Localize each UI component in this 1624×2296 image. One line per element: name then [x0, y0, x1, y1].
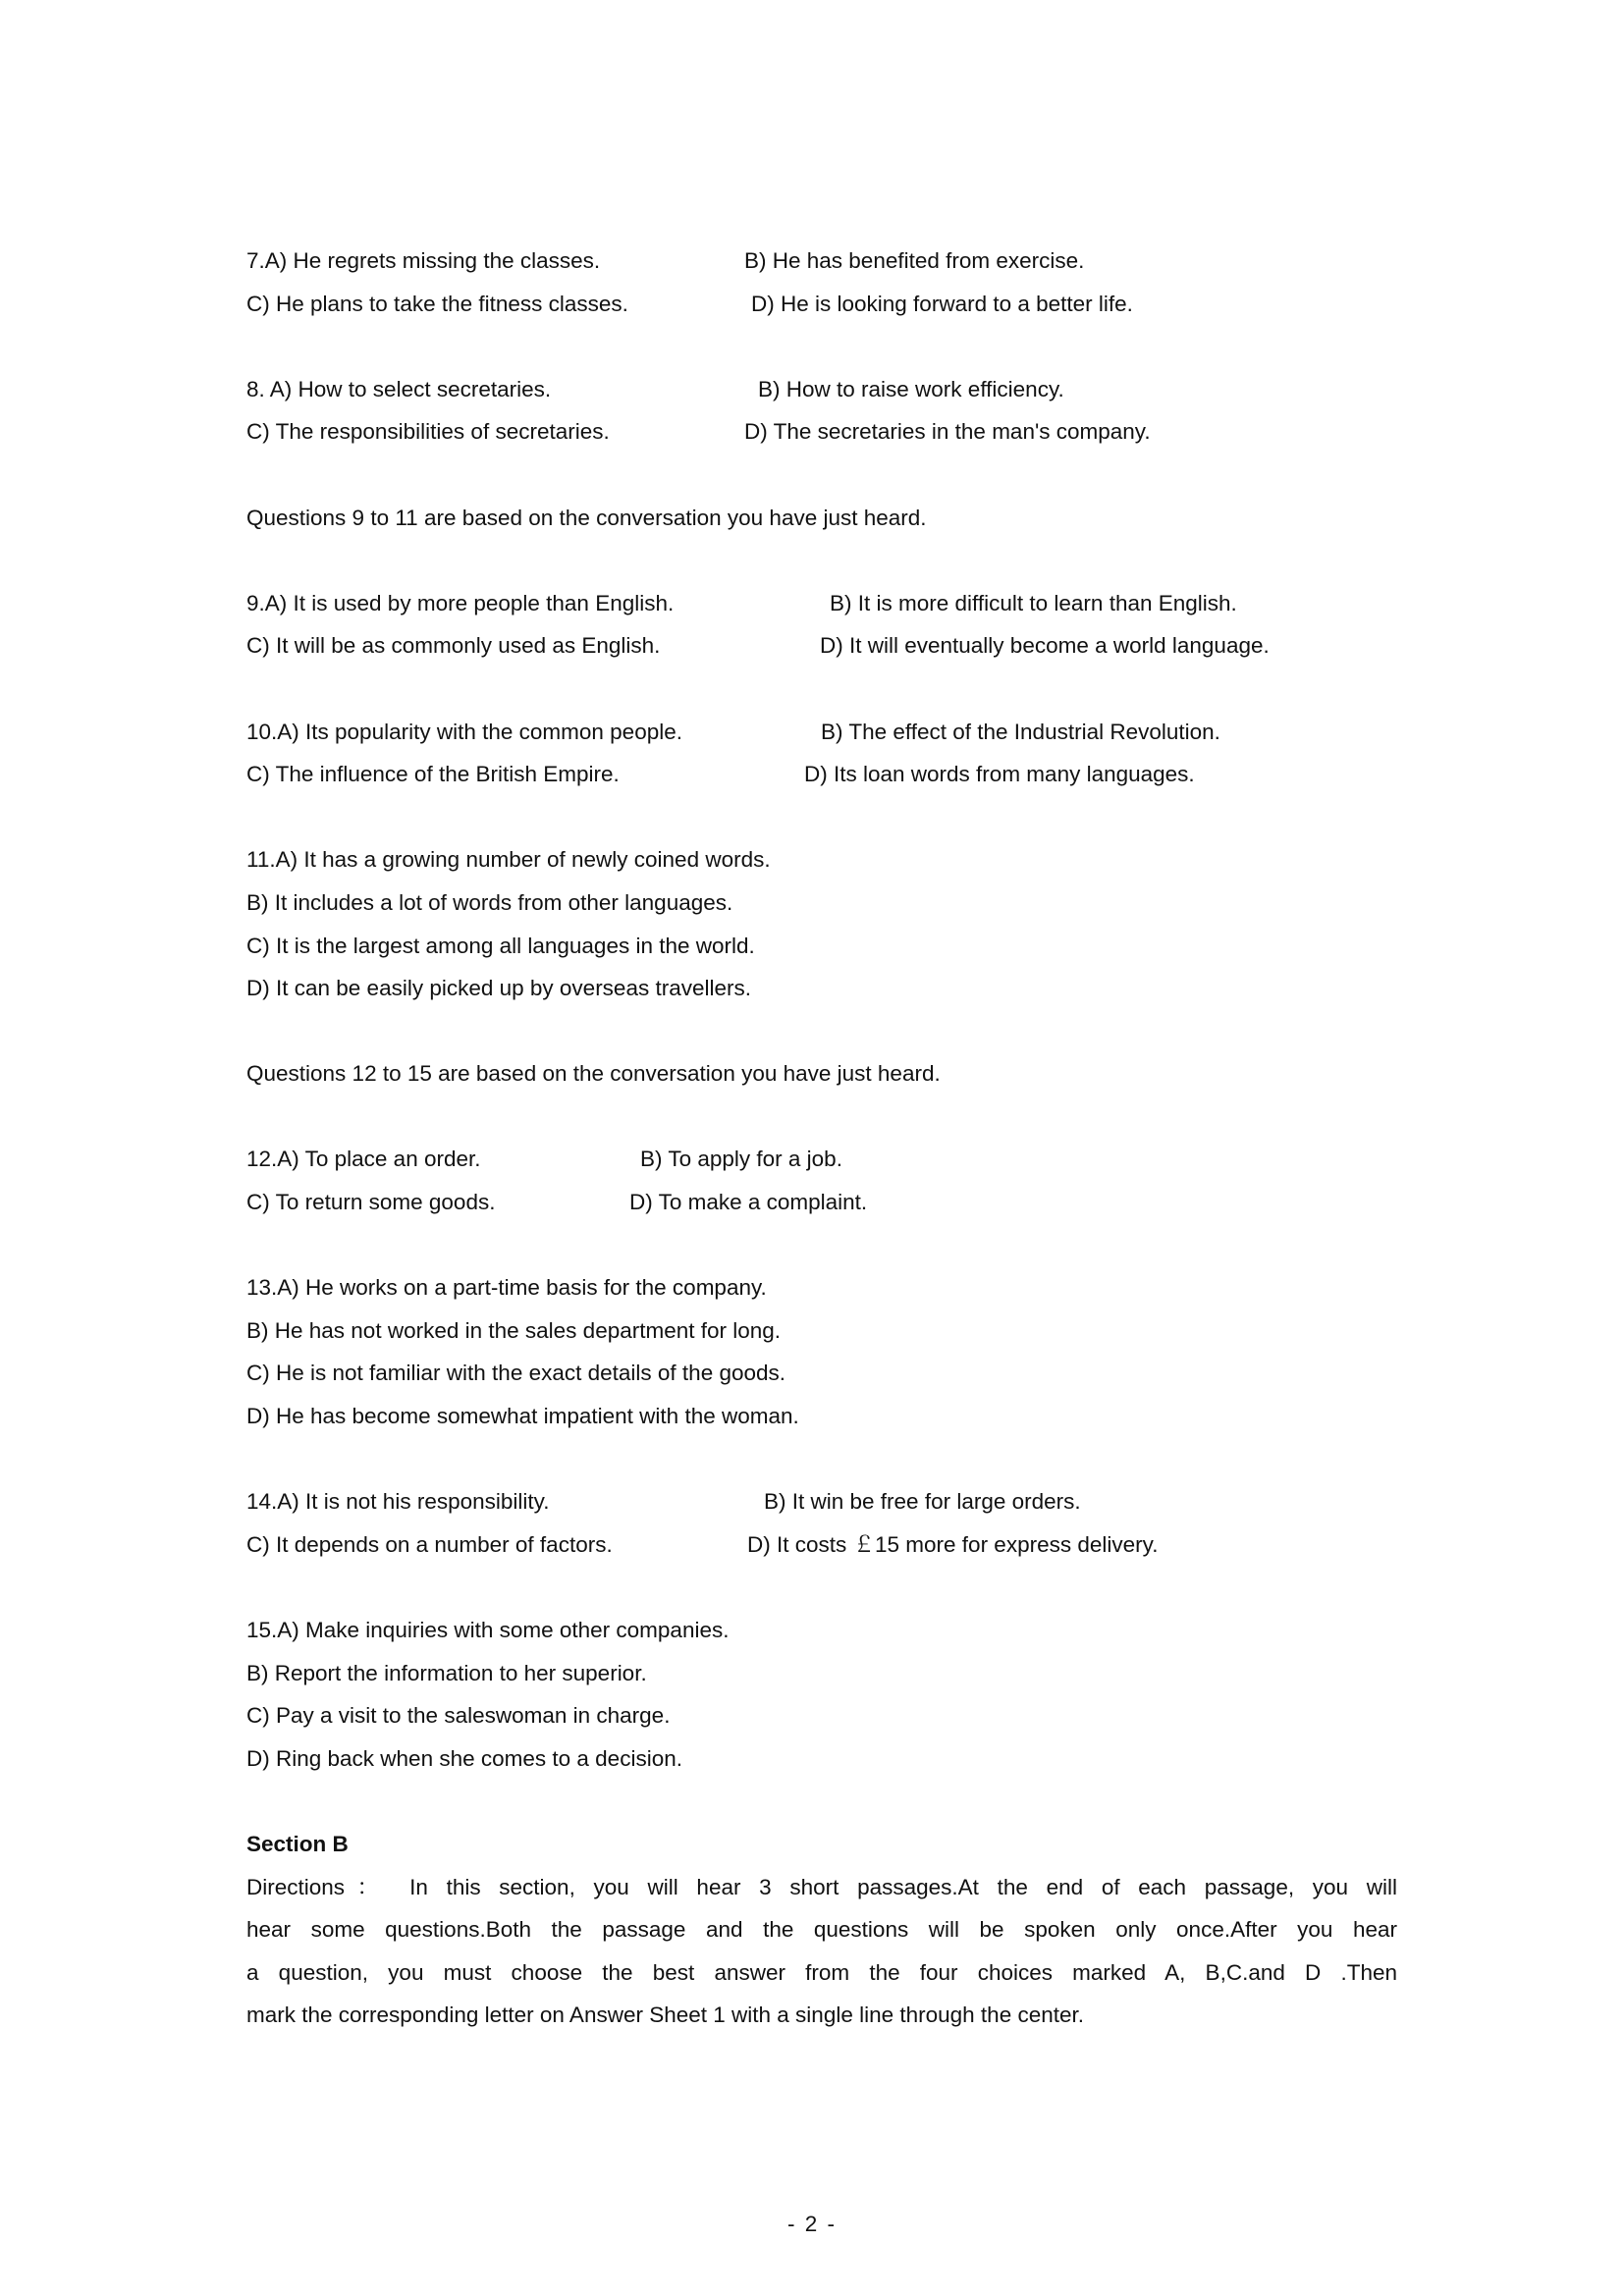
option-14-b: B) It win be free for large orders.	[764, 1489, 1081, 1515]
intro-questions-12-15: Questions 12 to 15 are based on the conversation you have just heard.	[246, 1061, 941, 1087]
spacer	[246, 1095, 1397, 1139]
option-7-a: 7.A) He regrets missing the classes.	[246, 248, 601, 273]
content-area	[246, 240, 1397, 2037]
spacer	[246, 667, 1397, 711]
directions-line-4: mark the corresponding letter on Answer Sheet 1 with a single line through the center.	[246, 2002, 1085, 2028]
option-15-d: D) Ring back when she comes to a decision.	[246, 1745, 682, 1771]
question-12-row-1	[246, 1138, 1397, 1181]
directions-line-3: a question, you must choose the best answer from the four choices marked A, B,C.and D .Then	[246, 1959, 1397, 1985]
option-8-c: C) The responsibilities of secretaries.	[246, 419, 610, 445]
option-11-b: B) It includes a lot of words from other languages.	[246, 889, 733, 915]
option-7-b: B) He has benefited from exercise.	[744, 248, 1085, 273]
option-9-a: 9.A) It is used by more people than English.	[246, 590, 675, 615]
question-12-row-2	[246, 1181, 1397, 1224]
directions-line-2: hear some questions.Both the passage and the questions will be spoken only once.After you hear	[246, 1917, 1397, 1943]
spacer	[246, 1224, 1397, 1267]
question-10-row-2	[246, 753, 1397, 796]
option-15-a: 15.A) Make inquiries with some other companies.	[246, 1618, 730, 1642]
question-7-row-1	[246, 240, 1397, 283]
option-14-d: D) It costs ￡15 more for express delivery.	[747, 1531, 1159, 1557]
option-7-d: D) He is looking forward to a better life.	[751, 291, 1133, 316]
option-12-c: C) To return some goods.	[246, 1190, 496, 1215]
option-12-d: D) To make a complaint.	[629, 1190, 868, 1215]
option-15-b: B) Report the information to her superior.	[246, 1660, 647, 1685]
question-9-row-2	[246, 624, 1397, 667]
option-13-a: 13.A) He works on a part-time basis for the company.	[246, 1275, 767, 1301]
option-11-a: 11.A) It has a growing number of newly coined words.	[246, 847, 771, 873]
option-14-c: C) It depends on a number of factors.	[246, 1531, 613, 1557]
spacer	[246, 325, 1397, 368]
option-13-b: B) He has not worked in the sales department for long.	[246, 1317, 782, 1343]
option-12-b: B) To apply for a job.	[640, 1147, 842, 1172]
option-13-d: D) He has become somewhat impatient with the woman.	[246, 1404, 799, 1429]
option-10-d: D) Its loan words from many languages.	[804, 762, 1195, 787]
question-14-row-1	[246, 1480, 1397, 1523]
question-8-row-2	[246, 410, 1397, 454]
question-14-row-2	[246, 1523, 1397, 1567]
intro-questions-9-11: Questions 9 to 11 are based on the conversation you have just heard.	[246, 505, 927, 530]
option-8-b: B) How to raise work efficiency.	[758, 376, 1064, 401]
option-11-c: C) It is the largest among all languages in the world.	[246, 933, 755, 958]
option-10-a: 10.A) Its popularity with the common people.	[246, 719, 682, 744]
spacer	[246, 1010, 1397, 1053]
page-number: - 2 -	[786, 2212, 837, 2236]
option-7-c: C) He plans to take the fitness classes.	[246, 291, 628, 316]
option-10-b: B) The effect of the Industrial Revolution.	[821, 719, 1220, 744]
option-14-a: 14.A) It is not his responsibility.	[246, 1489, 550, 1515]
spacer	[246, 1566, 1397, 1609]
question-10-row-1	[246, 711, 1397, 754]
section-b-heading: Section B	[246, 1831, 349, 1856]
option-13-c: C) He is not familiar with the exact details of the goods.	[246, 1361, 786, 1386]
option-8-a: 8. A) How to select secretaries.	[246, 376, 552, 401]
spacer	[246, 1438, 1397, 1481]
spacer	[246, 1780, 1397, 1823]
option-11-d: D) It can be easily picked up by overseas travellers.	[246, 976, 751, 1001]
spacer	[246, 539, 1397, 582]
option-9-c: C) It will be as commonly used as English.	[246, 633, 661, 659]
option-15-c: C) Pay a visit to the saleswoman in charge.	[246, 1703, 671, 1729]
question-7-row-2	[246, 283, 1397, 326]
spacer	[246, 796, 1397, 839]
spacer	[246, 454, 1397, 497]
option-9-d: D) It will eventually become a world language.	[820, 633, 1270, 659]
option-10-c: C) The influence of the British Empire.	[246, 762, 620, 787]
option-12-a: 12.A) To place an order.	[246, 1147, 481, 1172]
question-9-row-1	[246, 582, 1397, 625]
option-8-d: D) The secretaries in the man's company.	[744, 419, 1151, 445]
option-9-b: B) It is more difficult to learn than English.	[830, 590, 1237, 615]
question-8-row-1	[246, 368, 1397, 411]
directions-line-1: Directions： In this section, you will hear 3 short passages.At the end of each passage, you will	[246, 1874, 1397, 1899]
